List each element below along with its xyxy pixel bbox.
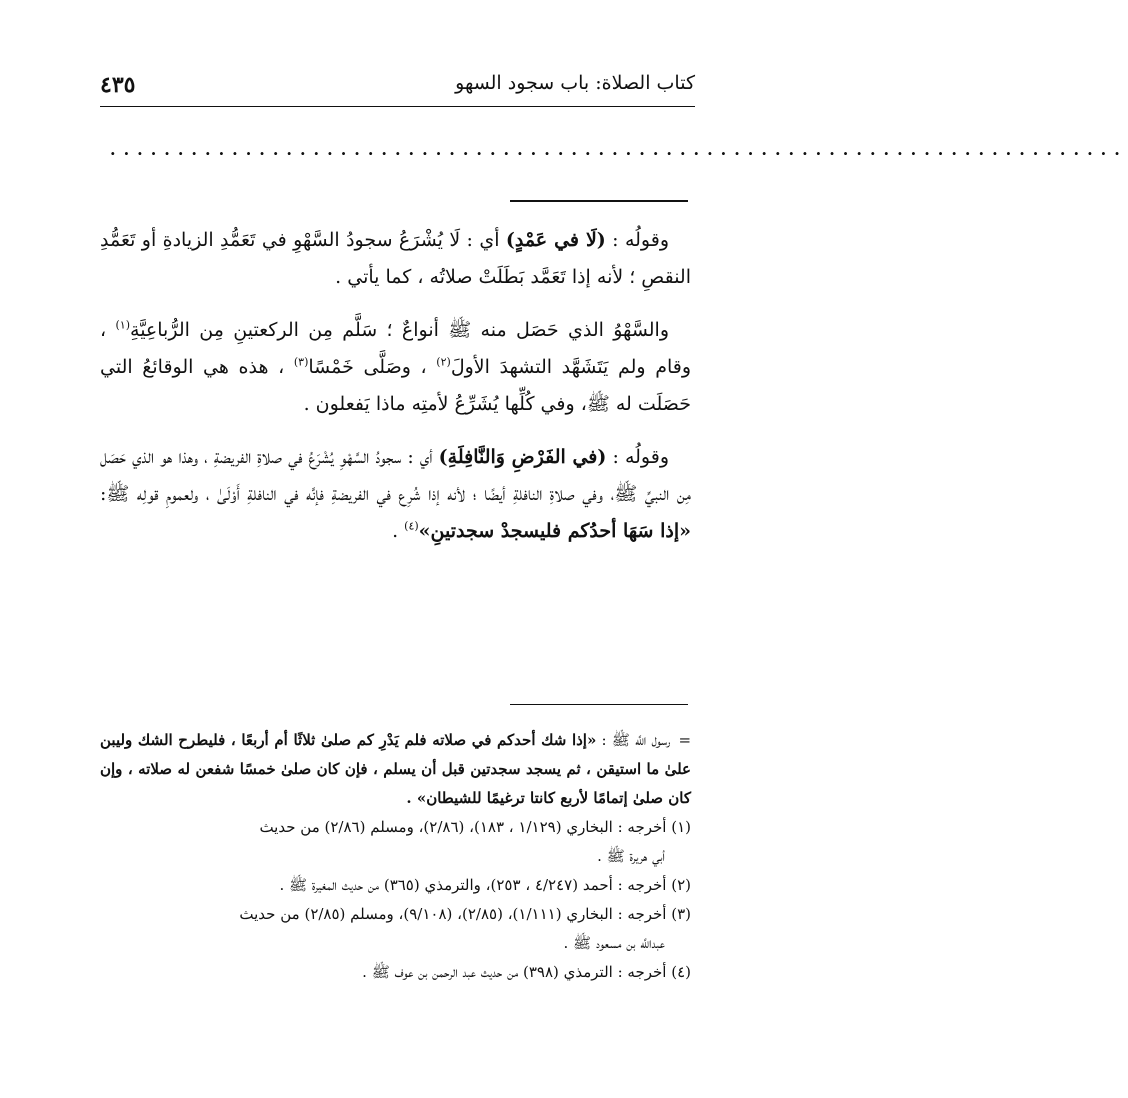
p3-rest: أي : سجودُ السَّهْوِ يُشْرَعُ في صلاةِ الفريضةِ ، وهذا هو الذي حَصَل مِن النبيِّ ﷺ، وفي صلاةِ النافلةِ أيضًا ؛ لأنه إذا شُرِع في الفريضةِ فإنَّه في النافلةِ أَوْلَىٰ ، ولعمومِ قولِه ﷺ: bbox=[100, 446, 691, 505]
p3-lead: وقولُه : bbox=[606, 446, 669, 468]
p3-hadith-quote: «إذا سَهَا أحدُكم فليسجدْ سجدتينِ» bbox=[418, 520, 691, 542]
header-title: كتاب الصلاة: باب سجود السهو bbox=[455, 72, 695, 94]
main-text bbox=[100, 222, 691, 566]
running-header bbox=[100, 72, 695, 102]
continuation-hadith: «إذا شك أحدكم في صلاته فلم يَدْرِ كم صلىٰ ثلاثًا أم أربعًا ، فليطرح الشك وليبن علىٰ ما استيقن ، ثم يسجد سجدتين قبل أن يسلم ، فإن كان صلىٰ خمسًا شفعن له صلاته ، وإن كان صلىٰ إتمامًا لأربع كانتا ترغيمًا للشيطان» . bbox=[100, 731, 691, 807]
p3-emphasis: (في الفَرْضِ وَالنَّافِلَةِ) bbox=[438, 446, 607, 468]
continuation-marker: = bbox=[678, 731, 692, 749]
paragraph-3 bbox=[100, 439, 691, 550]
p1-emphasis: (لَا في عَمْدٍ) bbox=[505, 229, 606, 251]
p1-rest: أي : لَا يُشْرَعُ سجودُ السَّهْوِ في تَعَمُّدِ الزيادةِ أو تَعَمُّدِ النقصِ ؛ لأنه إذا تَعَمَّد بَطَلَتْ صلاتُه ، كما يأتي . bbox=[100, 229, 691, 288]
p2-part3: ، وصَلَّى خَمْسًا bbox=[308, 356, 437, 378]
footnote-2: (٢) أخرجه : أحمد (٤/٢٤٧ ، ٢٥٣)، والترمذي (٣٦٥) من حديث المغيرة ﷺ . bbox=[279, 876, 691, 894]
footnote-1: (١) أخرجه : البخاري (١/١٢٩ ، ١٨٣)، (٢/٨٦)، ومسلم (٢/٨٦) من حديث bbox=[259, 818, 691, 836]
page-number: ٤٣٥ bbox=[100, 72, 136, 98]
footnote-ref-3: (٣) bbox=[293, 355, 309, 369]
section-rule bbox=[510, 200, 688, 202]
p3-end: . bbox=[392, 520, 405, 542]
footnote-ref-1: (١) bbox=[115, 318, 131, 332]
p1-lead: وقولُه : bbox=[605, 229, 669, 251]
p2-part1: والسَّهْوُ الذي حَصَل منه ﷺ أنواعٌ ؛ سَلَّم مِن الركعتينِ مِن الرُّباعِيَّةِ bbox=[130, 319, 670, 341]
footnote-3: (٣) أخرجه : البخاري (١/١١١)، (٢/٨٥)، (٩/١٠٨)، ومسلم (٢/٨٥) من حديث bbox=[239, 905, 691, 923]
header-rule bbox=[100, 106, 695, 107]
footnote-rule bbox=[510, 704, 688, 705]
p2-part2: ، وقام ولم يَتَشَهَّد التشهدَ الأولَ bbox=[100, 319, 692, 378]
continuation-lead: رسول اللَّه ﷺ : bbox=[596, 731, 671, 749]
footnote-ref-2: (٢) bbox=[436, 355, 451, 369]
dotted-separator: ........................................................................... bbox=[110, 140, 1128, 159]
footnote-1-cont: أبي هريرة ﷺ . bbox=[597, 847, 665, 865]
footnote-4: (٤) أخرجه : الترمذي (٣٩٨) من حديث عبد الرحمن بن عوف ﷺ . bbox=[362, 963, 691, 981]
footnotes bbox=[100, 726, 691, 987]
p2-part4: ، هذه هي الوقائعُ التي حَصَلَت له ﷺ، وفي كُلِّها يُشَرِّعُ لأمتِه ماذا يَفعلون . bbox=[100, 356, 691, 415]
footnote-continuation bbox=[100, 726, 691, 813]
paragraph-1 bbox=[100, 222, 691, 296]
footnote-3-cont: عبداللَّه بن مسعود ﷺ . bbox=[563, 934, 665, 952]
footnote-ref-4: (٤) bbox=[404, 519, 419, 533]
paragraph-2 bbox=[100, 312, 691, 423]
